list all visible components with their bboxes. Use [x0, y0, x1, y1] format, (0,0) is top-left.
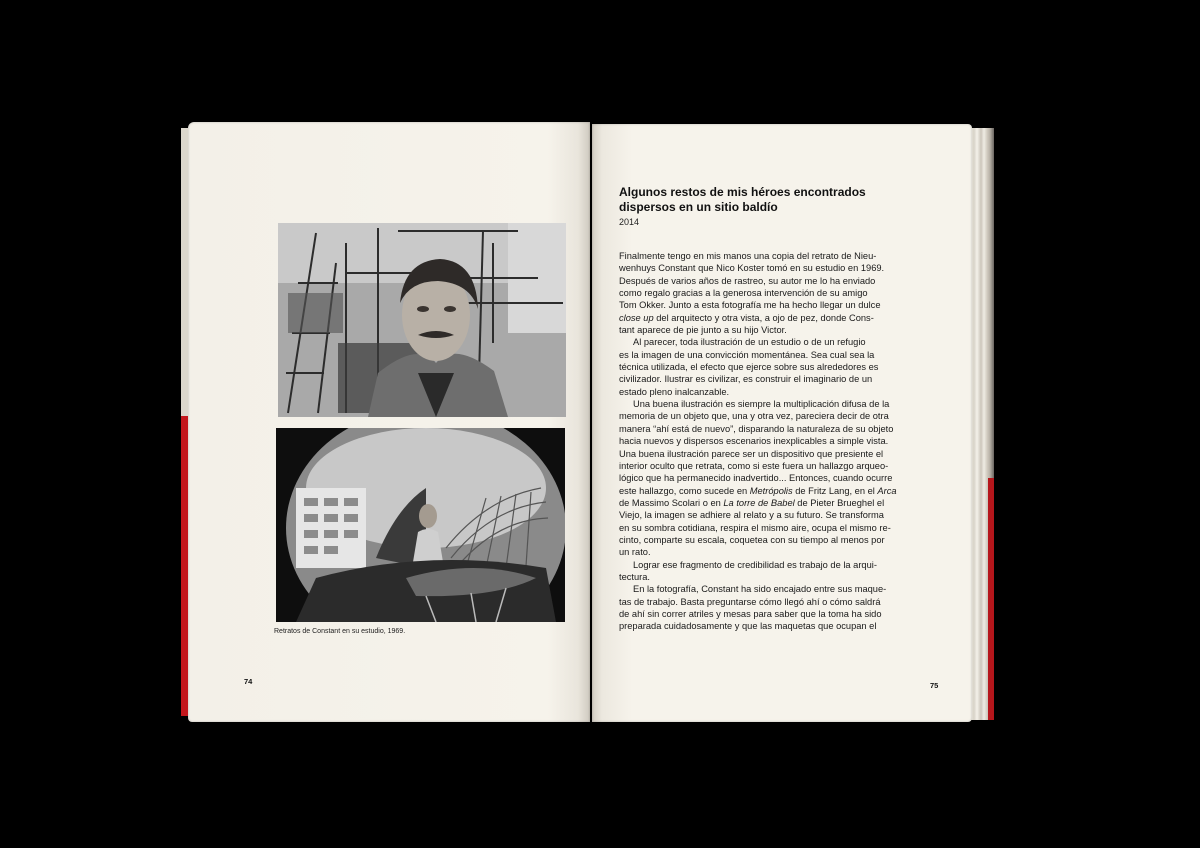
- body-line: técnica utilizada, el efecto que ejerce sobre sus alrededores es: [619, 362, 879, 373]
- page-number-left: 74: [244, 677, 253, 686]
- essay-year: 2014: [619, 217, 640, 227]
- page-number-right: 75: [930, 681, 939, 690]
- left-page: [188, 122, 590, 722]
- body-line: cinto, comparte su escala, coquetea con su tiempo al menos por: [619, 534, 885, 545]
- body-line-rest: del arquitecto y otra vista, a ojo de pez, donde Cons-: [653, 312, 874, 323]
- body-line: memoria de un objeto que, una y otra vez, pareciera decir de otra: [619, 411, 889, 422]
- body-line: es la imagen de una convicción momentánea. Sea cual sea la: [619, 349, 875, 360]
- right-page: [592, 124, 972, 722]
- body-italic: Arca: [877, 485, 897, 496]
- body-line: en su sombra cotidiana, respira el mismo aire, ocupa el mismo re-: [619, 522, 891, 533]
- body-line: civilizador. Ilustrar es civilizar, es construir el imaginario de un: [619, 374, 873, 385]
- body-line: preparada cuidadosamente y que las maquetas que ocupan el: [619, 621, 877, 632]
- essay-title: [619, 185, 939, 215]
- body-line: Una buena ilustración parece ser un dispositivo que presiente el: [619, 448, 884, 459]
- body-line: [619, 312, 919, 324]
- body-line: En la fotografía, Constant ha sido encajado entre sus maque-: [633, 584, 887, 595]
- body-line: lógico que ha permanecido inadvertido... Entonces, cuando ocurre: [619, 473, 893, 484]
- body-line: manera “ahí está de nuevo”, disparando la naturaleza de su objeto: [619, 423, 894, 434]
- essay-title-line-1: Algunos restos de mis héroes encontrados: [619, 185, 866, 199]
- paragraph-2: [619, 336, 919, 398]
- fisheye-studio-photo: [276, 428, 565, 622]
- body-text: de Pieter Brueghel el: [794, 497, 885, 508]
- body-line: hacia nuevos y dispersos escenarios inexplicables a simple vista.: [619, 436, 889, 447]
- paragraph-5: [619, 583, 919, 632]
- essay-title-line-2: dispersos en un sitio baldío: [619, 200, 778, 214]
- body-line: un rato.: [619, 547, 651, 558]
- body-italic: close up: [619, 312, 654, 323]
- body-italic: Metrópolis: [749, 485, 793, 496]
- body-line: Después de varios años de rastreo, su autor me lo ha enviado: [619, 275, 876, 286]
- body-line: estado pleno inalcanzable.: [619, 386, 730, 397]
- body-line: [619, 497, 919, 509]
- body-line: tant aparece de pie junto a su hijo Victor.: [619, 325, 787, 336]
- body-line: Viejo, la imagen se adhiere al relato y a su futuro. Se transforma: [619, 510, 884, 521]
- portrait-photo: [278, 223, 566, 417]
- body-line: tas de trabajo. Basta preguntarse cómo llegó ahí o cómo saldrá: [619, 596, 881, 607]
- body-line: [619, 485, 919, 497]
- paragraph-1: [619, 250, 919, 336]
- essay-body: [619, 250, 919, 633]
- body-text: de Fritz Lang, en el: [792, 485, 878, 496]
- body-line: como regalo gracias a la generosa intervención de su amigo: [619, 288, 868, 299]
- paragraph-3: [619, 398, 919, 558]
- body-line: Al parecer, toda ilustración de un estudio o de un refugio: [633, 337, 866, 348]
- body-text: este hallazgo, como sucede en: [619, 485, 750, 496]
- photo-caption: Retratos de Constant en su estudio, 1969.: [274, 628, 406, 635]
- body-line: tectura.: [619, 571, 651, 582]
- body-line: interior oculto que retrata, como si este fuera un hallazgo arqueo-: [619, 460, 889, 471]
- body-italic: La torre de Babel: [723, 497, 795, 508]
- paragraph-4: [619, 559, 919, 584]
- body-line: wenhuys Constant que Nico Koster tomó en su estudio en 1969.: [619, 263, 885, 274]
- body-line: Lograr ese fragmento de credibilidad es trabajo de la arqui-: [633, 559, 877, 570]
- body-text: de Massimo Scolari o en: [619, 497, 724, 508]
- body-line: Una buena ilustración es siempre la multiplicación difusa de la: [633, 399, 890, 410]
- book-right-edge-red: [988, 478, 994, 720]
- body-line: de ahí sin correr atriles y mesas para saber que la toma ha sido: [619, 608, 882, 619]
- body-line: Finalmente tengo en mis manos una copia del retrato de Nieu-: [619, 251, 877, 261]
- body-line: Tom Okker. Junto a esta fotografía me ha hecho llegar un dulce: [619, 300, 881, 311]
